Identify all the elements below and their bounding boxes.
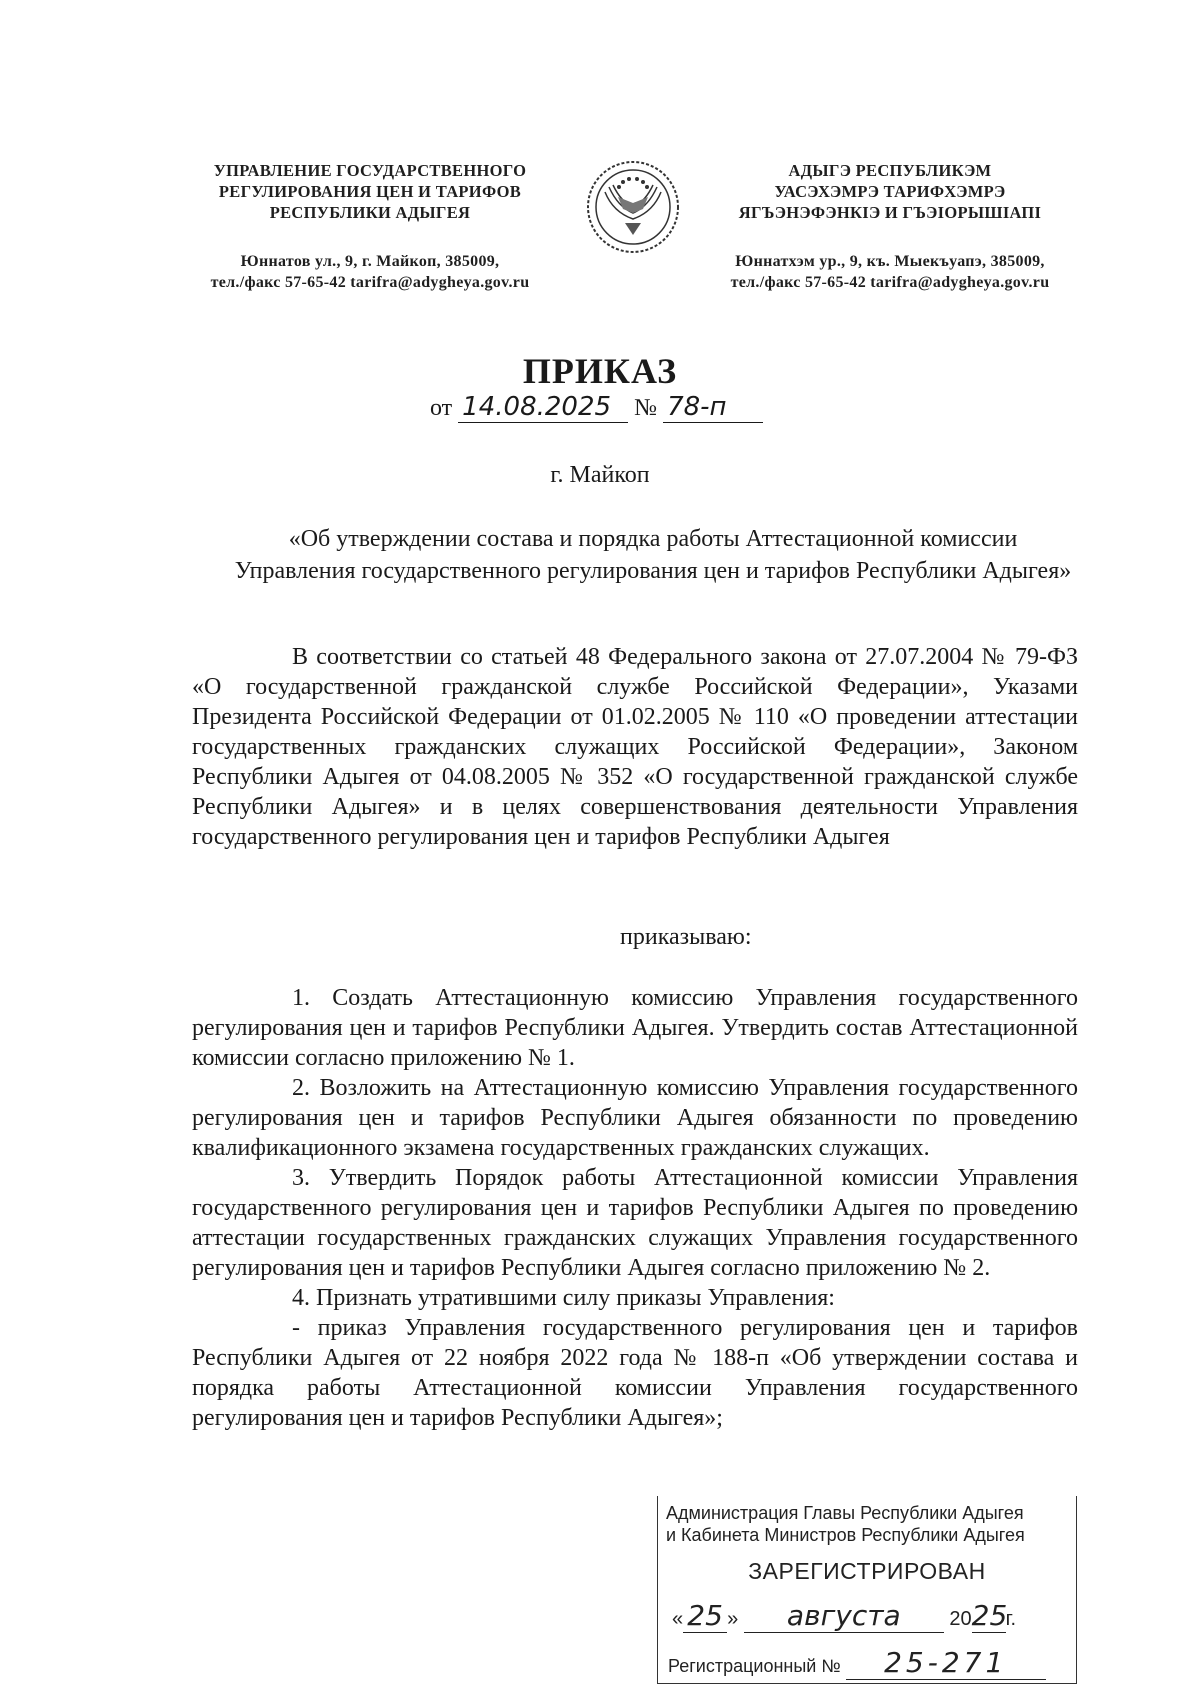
document-date: 14.08.2025 (458, 392, 628, 423)
org-name-line-1: УПРАВЛЕНИЕ ГОСУДАРСТВЕННОГО (213, 161, 527, 180)
header-left (170, 160, 570, 293)
document-subject: «Об утверждении состава и порядка работы Аттестационной комиссии Управления государственного регулирования цен и тарифов Республики Адыгея» (234, 526, 1072, 584)
stamp-quote-open: « (672, 1608, 684, 1630)
stamp-year-suffix: 25 (971, 1599, 1008, 1632)
stamp-status: ЗАРЕГИСТРИРОВАН (748, 1558, 986, 1584)
org-contacts: тел./факс 57-65-42 tarifra@adygheya.gov.ru (210, 274, 530, 291)
order-item-3: 3. Утвердить Порядок работы Аттестационной комиссии Управления государственного регулирования цен и тарифов Республики Адыгея по проведению аттестации государственных гражданских служащих Управления государственного регулирования цен и тарифов Республики Адыгея согласно приложению № 2. (192, 1165, 1078, 1281)
org-address: Юннатов ул., 9, г. Майкоп, 385009, (240, 253, 500, 270)
stamp-date (672, 1599, 1016, 1633)
org-name-line-2: РЕГУЛИРОВАНИЯ ЦЕН И ТАРИФОВ (218, 182, 522, 201)
org-contacts: тел./факс 57-65-42 tarifra@adygheya.gov.ru (730, 274, 1050, 291)
order-item-4: 4. Признать утратившими силу приказы Управления: (292, 1285, 835, 1311)
stamp-org-line-2: и Кабинета Министров Республики Адыгея (666, 1525, 1025, 1545)
document-city: г. Майкоп (550, 462, 650, 488)
stamp-org-line-1: Администрация Главы Республики Адыгея (666, 1503, 1024, 1523)
stamp-org (666, 1502, 1025, 1546)
document-number-line (430, 392, 763, 423)
org-address: Юннатхэм ур., 9, къ. Мыекъуапэ, 385009, (735, 253, 1045, 270)
stamp-quote-close: » (727, 1608, 739, 1630)
order-word: приказываю: (620, 924, 752, 950)
stamp-year-unit: г. (1005, 1608, 1017, 1630)
header-right (690, 160, 1090, 293)
stamp-reg-number-line (668, 1646, 1046, 1680)
order-item-1: 1. Создать Аттестационную комиссию Управления государственного регулирования цен и тарифов Республики Адыгея. Утвердить состав Аттестационной комиссии согласно приложению № 1. (192, 985, 1078, 1071)
org-name-line-1: АДЫГЭ РЕСПУБЛИКЭМ (788, 161, 992, 180)
from-label: от (430, 395, 453, 421)
number-label: № (634, 395, 658, 421)
stamp-reg-number: 25-271 (846, 1646, 1046, 1680)
coat-of-arms-icon (583, 157, 683, 257)
registration-stamp (657, 1496, 1077, 1684)
order-item-2: 2. Возложить на Аттестационную комиссию Управления государственного регулирования цен и тарифов Республики Адыгея обязанности по проведению квалификационного экзамена государственных гражданских служащих. (192, 1075, 1078, 1161)
org-name-line-3: ЯГЪЭНЭФЭНКIЭ И ГЪЭIОРЫШIАПI (738, 203, 1042, 222)
org-name-line-3: РЕСПУБЛИКИ АДЫГЕЯ (269, 203, 471, 222)
stamp-year-prefix: 20 (949, 1608, 972, 1630)
order-item-5: - приказ Управления государственного регулирования цен и тарифов Республики Адыгея от 22 ноября 2022 года № 188-п «Об утверждении состава и порядка работы Аттестационной комиссии Управления государственного регулирования цен и тарифов Республики Адыгея»; (192, 1315, 1078, 1431)
document-number: 78-п (663, 392, 763, 423)
order-items (192, 983, 1078, 1433)
stamp-reg-label: Регистрационный № (668, 1656, 841, 1676)
document-intro (192, 642, 1078, 852)
org-name-line-2: УАСЭХЭМРЭ ТАРИФХЭМРЭ (774, 182, 1006, 201)
document-title: ПРИКАЗ (522, 351, 678, 391)
intro-paragraph: В соответствии со статьей 48 Федерального закона от 27.07.2004 № 79-ФЗ «О государственной гражданской службе Российской Федерации», Указами Президента Российской Федерации от 01.02.2005 № 110 «О проведении аттестации государственных гражданских служащих Российской Федерации», Законом Республики Адыгея от 04.08.2005 № 352 «О государственной гражданской службе Республики Адыгея» и в целях совершенствования деятельности Управления государственного регулирования цен и тарифов Республики Адыгея (192, 644, 1078, 850)
stamp-day: 25 (683, 1599, 727, 1633)
stamp-month: августа (744, 1599, 944, 1633)
